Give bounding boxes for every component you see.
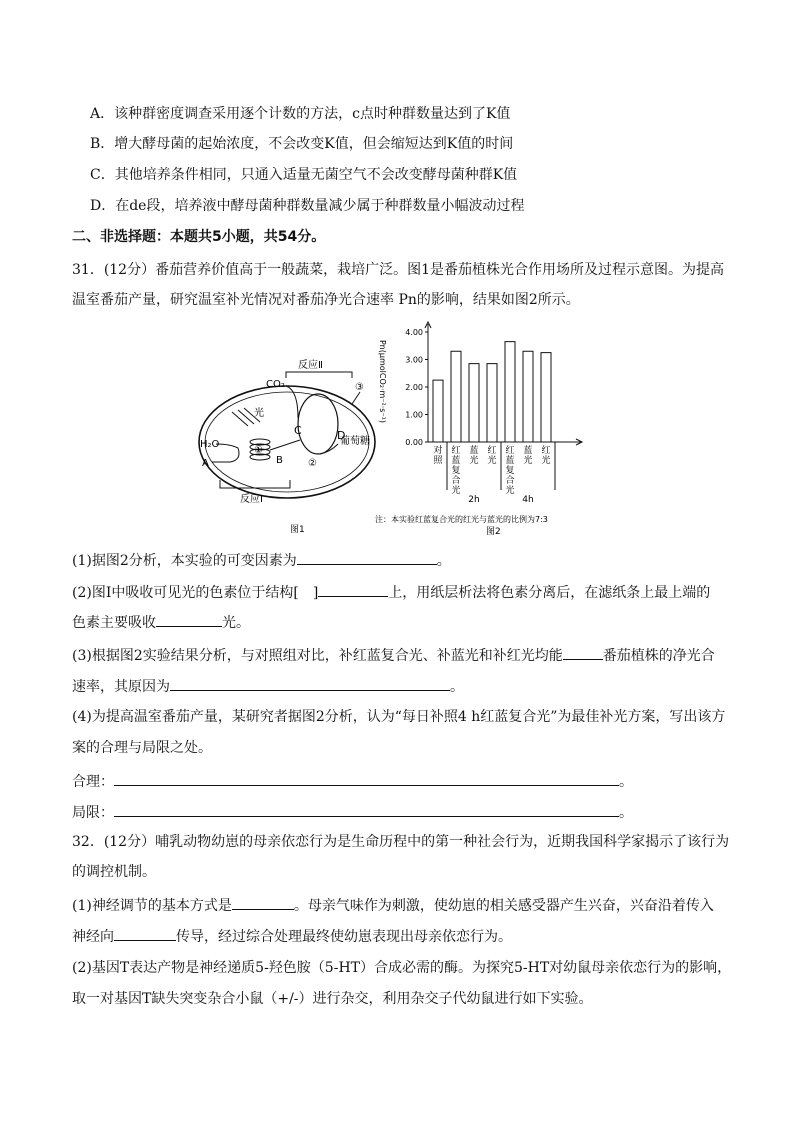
figure1-caption: 图1	[290, 525, 305, 535]
reaction2-bracket	[286, 372, 352, 378]
x-tick-label: 合	[451, 476, 461, 486]
q31-intro-line1: 31．(12分）番茄营养价值高于一般蔬菜，栽培广泛。图1是番茄植株光合作用场所及过程示意图。为提高	[72, 262, 724, 278]
x-tick-label: 蓝	[451, 456, 461, 466]
x-tick-label: 光	[487, 456, 497, 466]
x-tick-label: 复	[505, 466, 515, 476]
x-tick-label: 红	[541, 446, 551, 456]
section-title: 二、非选择题：本题共5小题，共54分。	[72, 229, 326, 245]
figure1-chloroplast-diagram	[199, 358, 375, 535]
x-tick-label: 光	[541, 456, 551, 466]
bar	[541, 353, 551, 442]
option-a: A．该种群密度调查采用逐个计数的方法，c点时种群数量达到了K值	[90, 106, 511, 122]
q31-limit: 局限： 。	[72, 801, 633, 823]
x-tick-label: 光	[469, 456, 479, 466]
option-b: B．增大酵母菌的起始浓度，不会改变K值，但会缩短达到K值的时间	[90, 136, 514, 152]
q32-part1: (1)神经调节的基本方式是 。母亲气味作为刺激，使幼崽的相关感受器产生兴奋，兴奋沿着传入	[72, 894, 714, 916]
label-reaction1: 反应Ⅰ	[240, 494, 263, 505]
group-label-4h: 4h	[522, 495, 534, 505]
x-tick-label: 蓝	[469, 446, 479, 456]
q31-intro-line2: 温室番茄产量，研究温室补光情况对番茄净光合速率 Pn的影响，结果如图2所示。	[72, 292, 580, 308]
label-c: C	[294, 424, 302, 437]
x-tick-label: 红	[451, 446, 461, 456]
bar	[469, 364, 479, 442]
option-d: D．在de段，培养液中酵母菌种群数量减少属于种群数量小幅波动过程	[90, 198, 525, 214]
x-tick-label: 复	[451, 466, 461, 476]
x-tick-label: 对	[433, 446, 443, 456]
y-tick-label: 3.00	[405, 355, 423, 365]
answer-blank[interactable]	[156, 611, 222, 627]
q32-part2-line1: (2)基因T表达产物是神经递质5-羟色胺（5-HT）合成必需的酶。为探究5-HT对幼鼠母亲依恋行为的影响，	[72, 960, 732, 976]
figure2-bar-chart	[405, 322, 582, 505]
answer-blank[interactable]	[114, 925, 176, 941]
label-co2: CO₂	[266, 379, 285, 390]
bar	[433, 380, 443, 442]
b-arrow	[270, 440, 300, 450]
chart-note: 注：本实验红蓝复合光的红光与蓝光的比例为7:3	[375, 515, 548, 524]
calvin-cycle-loop	[298, 394, 338, 454]
label-h2o: H₂O	[200, 439, 220, 450]
x-tick-label: 光	[451, 486, 461, 496]
label-n3: ③	[355, 382, 364, 393]
answer-blank[interactable]	[232, 894, 294, 910]
answer-blank[interactable]	[170, 675, 450, 691]
figure2-caption: 图2	[486, 527, 501, 537]
q31-part4-line2: 案的合理与局限之处。	[72, 740, 212, 756]
group-label-2h: 2h	[468, 495, 480, 505]
x-tick-label: 光	[505, 486, 515, 496]
y-tick-label: 2.00	[405, 383, 423, 392]
x-tick-label: 合	[505, 476, 515, 486]
option-c: C．其他培养条件相同，只通入适量无菌空气不会改变酵母菌种群K值	[90, 167, 518, 183]
q32-part2-line2: 取一对基因T缺失突变杂合小鼠（+/-）进行杂交，利用杂交子代幼鼠进行如下实验。	[72, 991, 593, 1007]
q32-intro-line2: 的调控机制。	[72, 864, 156, 880]
label-n2: ②	[308, 458, 317, 469]
y-tick-label: 1.00	[405, 410, 423, 420]
label-glucose: 葡萄糖	[340, 436, 370, 447]
label-d: D	[337, 429, 346, 442]
y-tick-label: 0.00	[405, 438, 423, 447]
chart-ylabel: Pn(μmolCO₂·m⁻²·s⁻¹)	[378, 340, 387, 423]
x-tick-label: 红	[505, 446, 515, 456]
x-tick-label: 红	[487, 446, 497, 456]
q31-part3: (3)根据图2实验结果分析，与对照组对比，补红蓝复合光、补蓝光和补红光均能 番茄植株的净光合	[72, 644, 715, 666]
q31-reason: 合理： 。	[72, 770, 633, 792]
reaction1-bracket	[220, 480, 290, 488]
q31-part2-line2: 色素主要吸收 光。	[72, 611, 250, 633]
answer-blank[interactable]	[318, 581, 388, 597]
y-tick-label: 4.00	[405, 328, 423, 337]
label-light: 光	[254, 408, 264, 419]
bar	[505, 342, 515, 442]
q31-part2: (2)图Ⅰ中吸收可见光的色素位于结构[ ] 上，用纸层析法将色素分离后，在滤纸条上最上端的	[72, 581, 710, 603]
q32-part1-line2: 神经向 传导，经过综合处理最终使幼崽表现出母亲依恋行为。	[72, 925, 512, 947]
q31-part3-line2: 速率，其原因为 。	[72, 675, 464, 697]
x-tick-label: 蓝	[505, 456, 515, 466]
x-tick-label: 光	[523, 456, 533, 466]
label-a: A	[202, 458, 209, 469]
x-tick-label: 蓝	[523, 446, 533, 456]
answer-blank[interactable]	[563, 644, 603, 660]
answer-blank[interactable]	[297, 549, 437, 565]
co2-arrow	[286, 386, 298, 418]
label-reaction2: 反应Ⅱ	[298, 360, 323, 371]
answer-blank[interactable]	[114, 770, 619, 786]
answer-blank[interactable]	[114, 801, 619, 817]
bar	[451, 351, 461, 442]
q31-part1: (1)据图2分析，本实验的可变因素为 。	[72, 549, 451, 571]
figures	[190, 320, 610, 542]
q32-intro-line1: 32．(12分）哺乳动物幼崽的母亲依恋行为是生命历程中的第一种社会行为，近期我国科学家揭示了该行为	[72, 834, 730, 850]
x-tick-label: 照	[433, 456, 443, 466]
bar	[523, 351, 533, 442]
bar	[487, 364, 497, 442]
q31-part4-line1: (4)为提高温室番茄产量，某研究者据图2分析，认为“每日补照4 h红蓝复合光”为最佳补光方案，写出该方	[72, 709, 726, 725]
label-b: B	[276, 455, 283, 466]
label-n1: ①	[254, 445, 263, 456]
